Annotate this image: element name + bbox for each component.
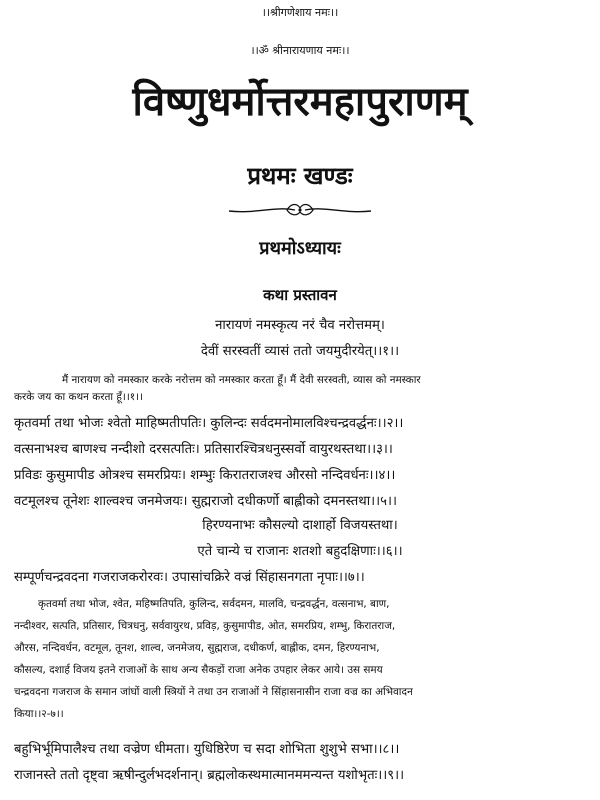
translation-line: औरस, नन्दिवर्धन, वटमूल, तूनश, शाल्व, जनमेजय, सुह्मराज, दधीकर्ण, बाह्लीक, दमन, हिरण्यनाभ, bbox=[14, 642, 380, 654]
invocation-narayana: ।।ॐ श्रीनारायणाय नमः।। bbox=[250, 44, 350, 57]
translation-line: कृतवर्मा तथा भोज, श्वेत, महिष्मतिपति, कुलिन्द, सर्वदमन, मालवि, चन्द्रवर्द्धन, वत्सनाभ, बाण, bbox=[38, 598, 390, 610]
translation-line: करके जय का कथन करता हूँ।।१।। bbox=[14, 391, 144, 403]
verse-line: एते चान्ये च राजानः शतशो बहुदक्षिणाः।।६।। bbox=[197, 544, 403, 559]
part-title: प्रथमः खण्डः bbox=[247, 162, 353, 190]
translation-line: मैं नारायण को नमस्कार करके नरोत्तम को नमस्कार करता हूँ। मैं देवी सरस्वती, व्यास को नमस्कार bbox=[62, 374, 421, 386]
section-heading: कथा प्रस्तावन bbox=[263, 286, 337, 304]
chapter-heading: प्रथमोऽध्यायः bbox=[259, 238, 341, 259]
verse-line: वटमूलश्च तूनेशः शाल्वश्च जनमेजयः। सुह्मराजो दधीकर्णो बाह्लीको दमनस्तथा।।५।। bbox=[14, 494, 397, 509]
translation-line: चन्द्रवदना गजराज के समान जांघों वाली स्त्रियों ने तथा उन राजाओं ने सिंहासनासीन राजा वज्र का अभिवादन bbox=[14, 686, 413, 698]
verse-line: सम्पूर्णचन्द्रवदना गजराजकरोरवः। उपासांचक्रिरे वज्रं सिंहासनगता नृपाः।।७।। bbox=[14, 570, 365, 585]
ornament-divider-icon bbox=[225, 200, 375, 220]
verse-line: वत्सनाभश्च बाणश्च नन्दीशो दरसत्पतिः। प्रतिसारश्चित्रधनुस्सर्वो वायुरथस्तथा।।३।। bbox=[14, 442, 393, 457]
verse-line: बहुभिर्भूमिपालैश्च तथा वज्रेण धीमता। युधिष्ठिरेण च सदा शोभिता शुशुभे सभा।।८।। bbox=[14, 742, 400, 757]
translation-line: किया।।२-७।। bbox=[14, 708, 64, 720]
translation-line: कौसल्य, दशार्ह विजय इतने राजाओं के साथ अन्य सैकड़ों राजा अनेक उपहार लेकर आये। उस समय bbox=[14, 664, 383, 676]
invocation-ganesha: ।।श्रीगणेशाय नमः।। bbox=[261, 6, 339, 19]
verse-line: राजानस्ते ततो दृष्ट्वा ऋषीन्दुर्लभदर्शनान्। ब्रह्मलोकस्थमात्मानममन्यन्त यशोभृतः।।९।। bbox=[14, 768, 405, 783]
verse-line: हिरण्यनाभः कौसल्यो दाशार्हो विजयस्तथा। bbox=[202, 518, 398, 533]
book-title: विष्णुधर्मोत्तरमहापुराणम् bbox=[132, 79, 468, 125]
translation-line: नन्दीश्वर, सत्पति, प्रतिसार, चित्रधनु, सर्ववायुरथ, प्रविड़, कुसुमापीड, ओत, समरप्रिय, शम्भु, किरातराज, bbox=[14, 620, 396, 632]
verse-line: प्रविडः कुसुमापीड ओत्रश्च समरप्रियः। शम्भुः किरातराजश्च औरसो नन्दिवर्धनः।।४।। bbox=[14, 468, 396, 483]
verse-line: कृतवर्मा तथा भोजः श्वेतो माहिष्मतीपतिः। कुलिन्दः सर्वदमनोमालविश्चन्द्रवर्द्धनः।।२।। bbox=[14, 416, 404, 431]
verse-line: देवीं सरस्वतीं व्यासं ततो जयमुदीरयेत्।।१।। bbox=[200, 344, 400, 359]
verse-line: नारायणं नमस्कृत्य नरं चैव नरोत्तमम्। bbox=[215, 318, 385, 333]
